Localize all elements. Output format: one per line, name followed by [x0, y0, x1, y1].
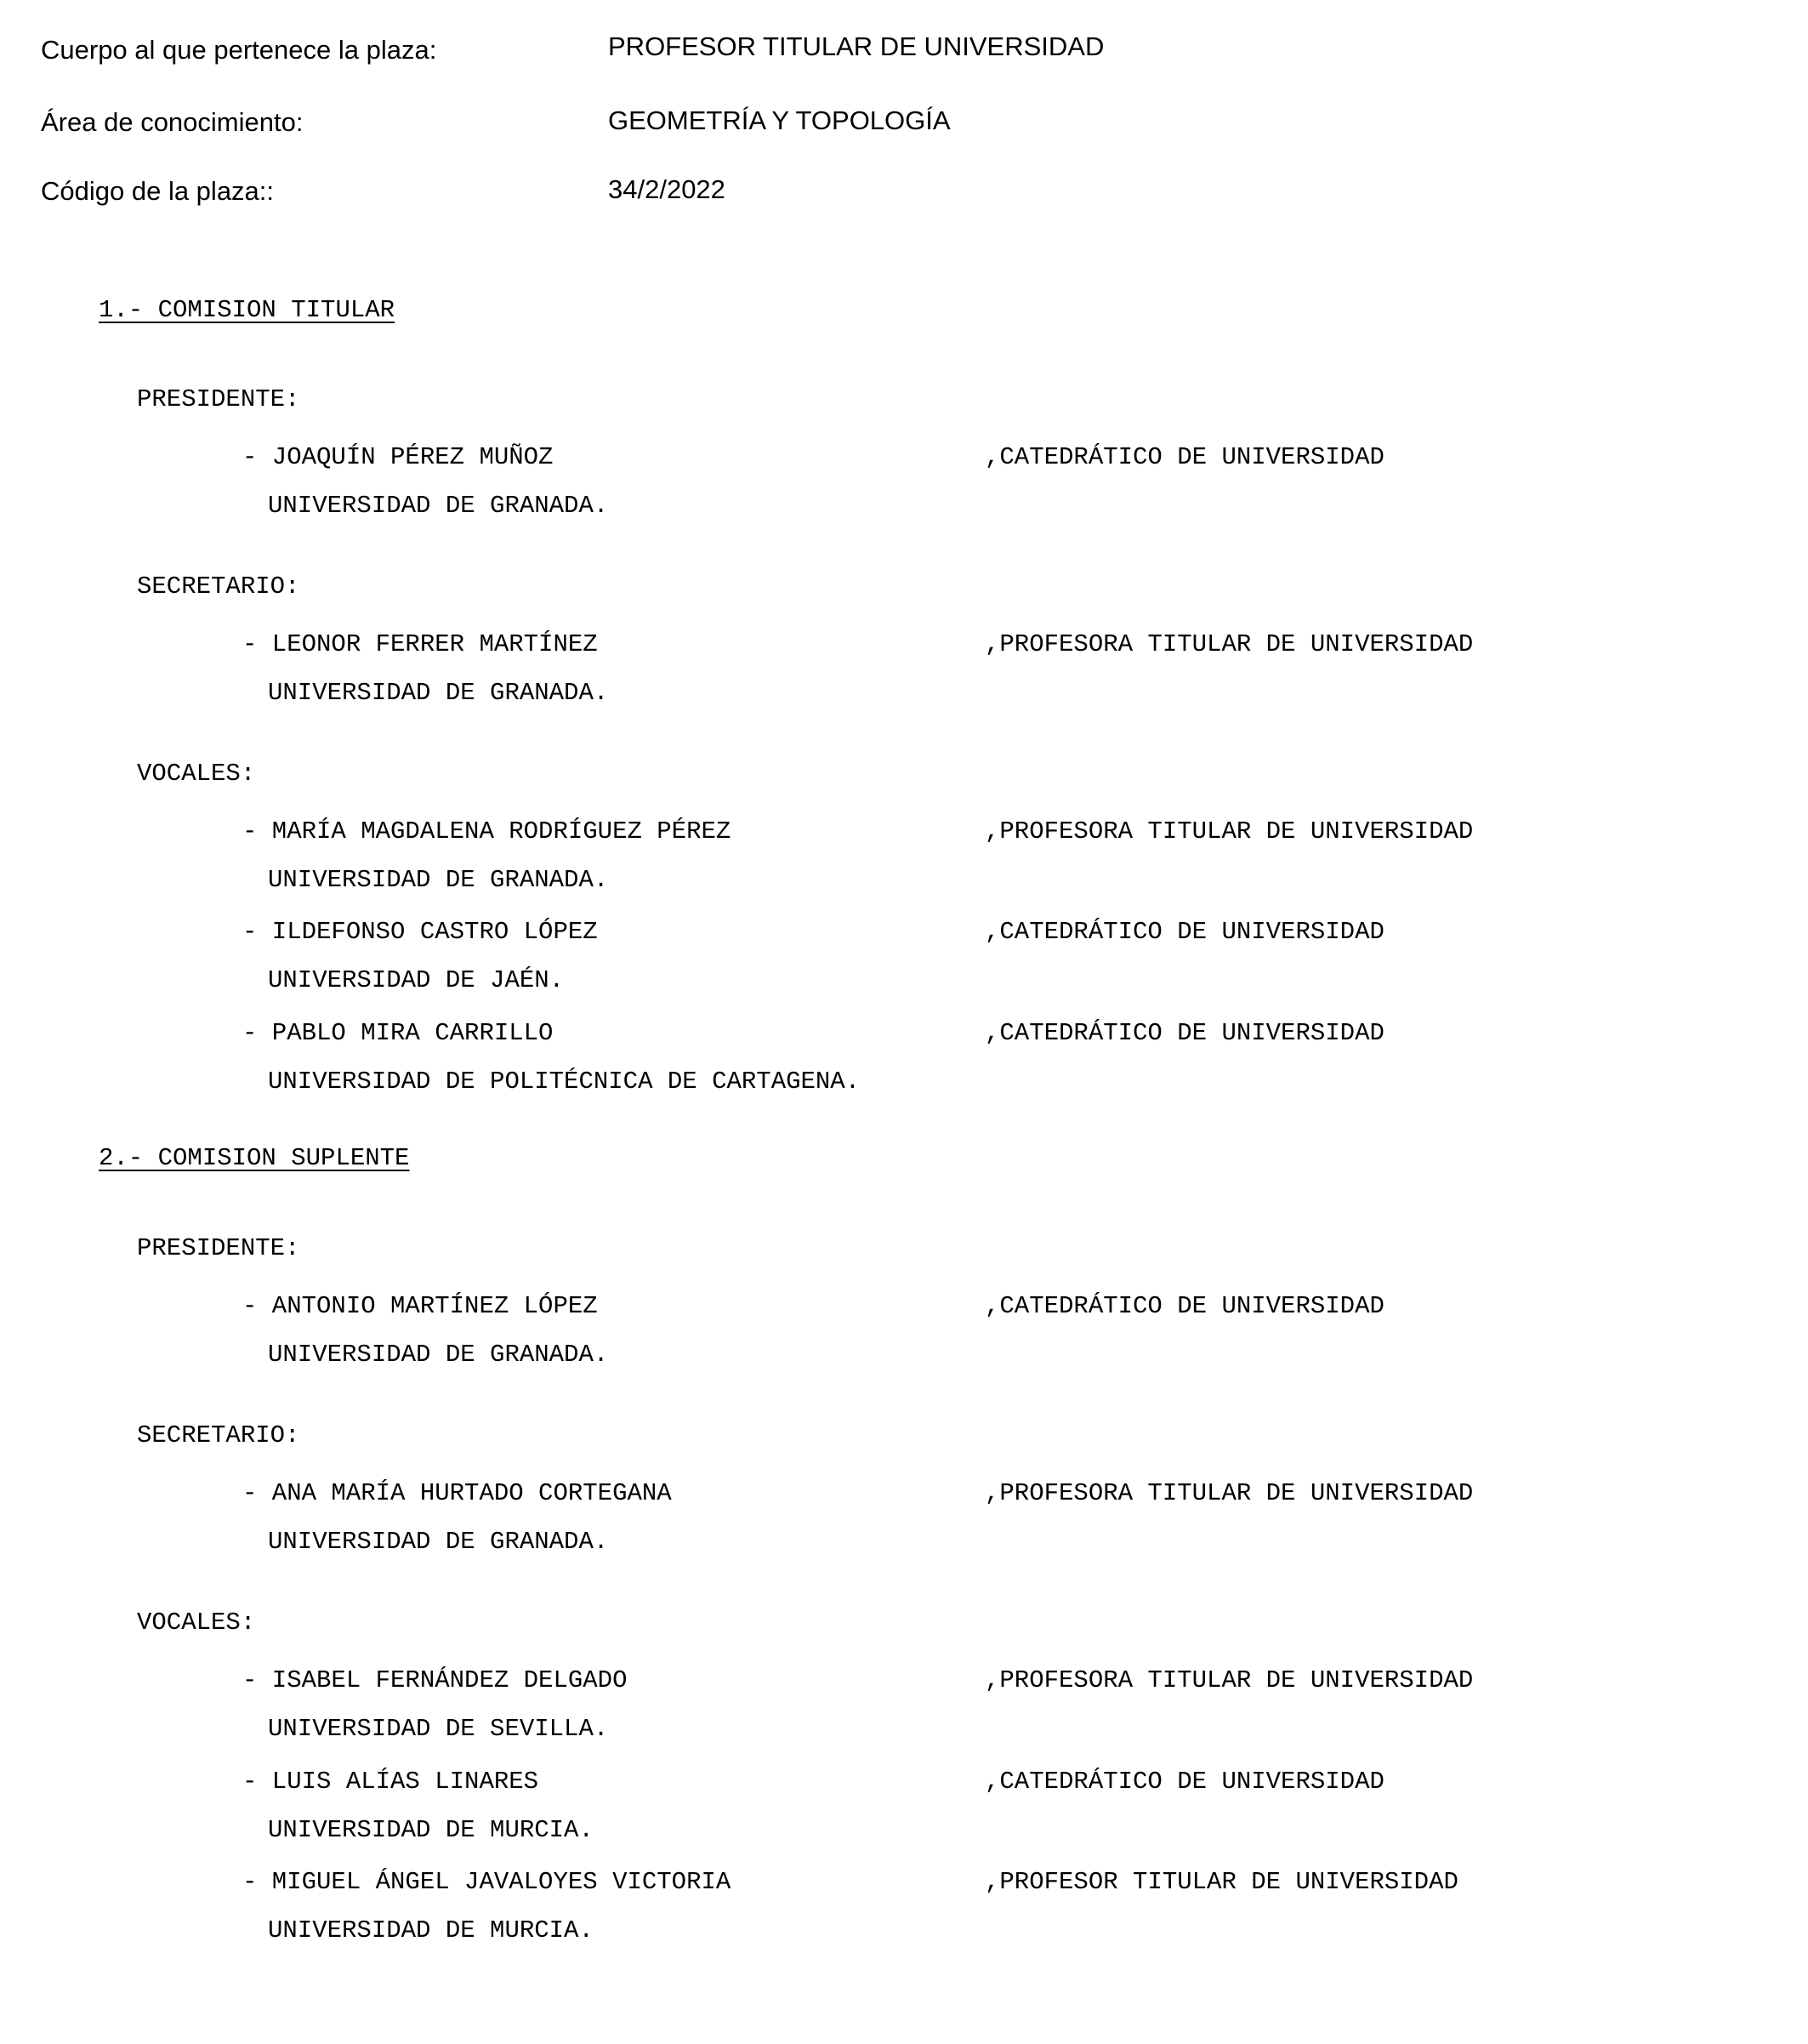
member-position: ,PROFESOR TITULAR DE UNIVERSIDAD [985, 1868, 1458, 1896]
member-name: - MIGUEL ÁNGEL JAVALOYES VICTORIA [242, 1868, 731, 1896]
area-value: GEOMETRÍA Y TOPOLOGÍA [608, 105, 951, 135]
member-position: ,CATEDRÁTICO DE UNIVERSIDAD [985, 1292, 1384, 1320]
member-position: ,PROFESORA TITULAR DE UNIVERSIDAD [985, 1666, 1474, 1694]
member-university: UNIVERSIDAD DE GRANADA. [268, 866, 609, 894]
member-university: UNIVERSIDAD DE MURCIA. [268, 1816, 594, 1844]
role-label-vocales: VOCALES: [137, 760, 256, 788]
member-university: UNIVERSIDAD DE GRANADA. [268, 679, 609, 707]
member-position: ,CATEDRÁTICO DE UNIVERSIDAD [985, 1768, 1384, 1796]
role-label-vocales: VOCALES: [137, 1608, 256, 1637]
member-position: ,CATEDRÁTICO DE UNIVERSIDAD [985, 443, 1384, 471]
codigo-label: Código de la plaza:: [41, 176, 275, 206]
section-title-titular: 1.- COMISION TITULAR [99, 296, 395, 324]
member-position: ,CATEDRÁTICO DE UNIVERSIDAD [985, 1019, 1384, 1047]
member-name: - ANTONIO MARTÍNEZ LÓPEZ [242, 1292, 598, 1320]
member-university: UNIVERSIDAD DE GRANADA. [268, 492, 609, 520]
member-name: - ISABEL FERNÁNDEZ DELGADO [242, 1666, 628, 1694]
member-university: UNIVERSIDAD DE SEVILLA. [268, 1715, 609, 1743]
codigo-value: 34/2/2022 [608, 174, 725, 204]
member-position: ,PROFESORA TITULAR DE UNIVERSIDAD [985, 817, 1474, 845]
member-name: - LUIS ALÍAS LINARES [242, 1768, 539, 1796]
member-name: - ANA MARÍA HURTADO CORTEGANA [242, 1479, 672, 1507]
member-position: ,PROFESORA TITULAR DE UNIVERSIDAD [985, 1479, 1474, 1507]
role-label-presidente: PRESIDENTE: [137, 1234, 300, 1262]
area-label: Área de conocimiento: [41, 107, 304, 137]
member-name: - JOAQUÍN PÉREZ MUÑOZ [242, 443, 554, 471]
member-university: UNIVERSIDAD DE MURCIA. [268, 1916, 594, 1944]
member-position: ,CATEDRÁTICO DE UNIVERSIDAD [985, 918, 1384, 946]
section-title-suplente: 2.- COMISION SUPLENTE [99, 1144, 410, 1172]
role-label-secretario: SECRETARIO: [137, 1421, 300, 1449]
member-position: ,PROFESORA TITULAR DE UNIVERSIDAD [985, 630, 1474, 658]
member-university: UNIVERSIDAD DE GRANADA. [268, 1528, 609, 1556]
member-name: - MARÍA MAGDALENA RODRÍGUEZ PÉREZ [242, 817, 731, 845]
member-university: UNIVERSIDAD DE POLITÉCNICA DE CARTAGENA. [268, 1068, 861, 1096]
member-name: - PABLO MIRA CARRILLO [242, 1019, 554, 1047]
member-university: UNIVERSIDAD DE GRANADA. [268, 1341, 609, 1369]
member-university: UNIVERSIDAD DE JAÉN. [268, 966, 565, 994]
role-label-presidente: PRESIDENTE: [137, 385, 300, 413]
member-name: - LEONOR FERRER MARTÍNEZ [242, 630, 598, 658]
cuerpo-label: Cuerpo al que pertenece la plaza: [41, 35, 437, 65]
member-name: - ILDEFONSO CASTRO LÓPEZ [242, 918, 598, 946]
role-label-secretario: SECRETARIO: [137, 572, 300, 601]
cuerpo-value: PROFESOR TITULAR DE UNIVERSIDAD [608, 31, 1105, 61]
